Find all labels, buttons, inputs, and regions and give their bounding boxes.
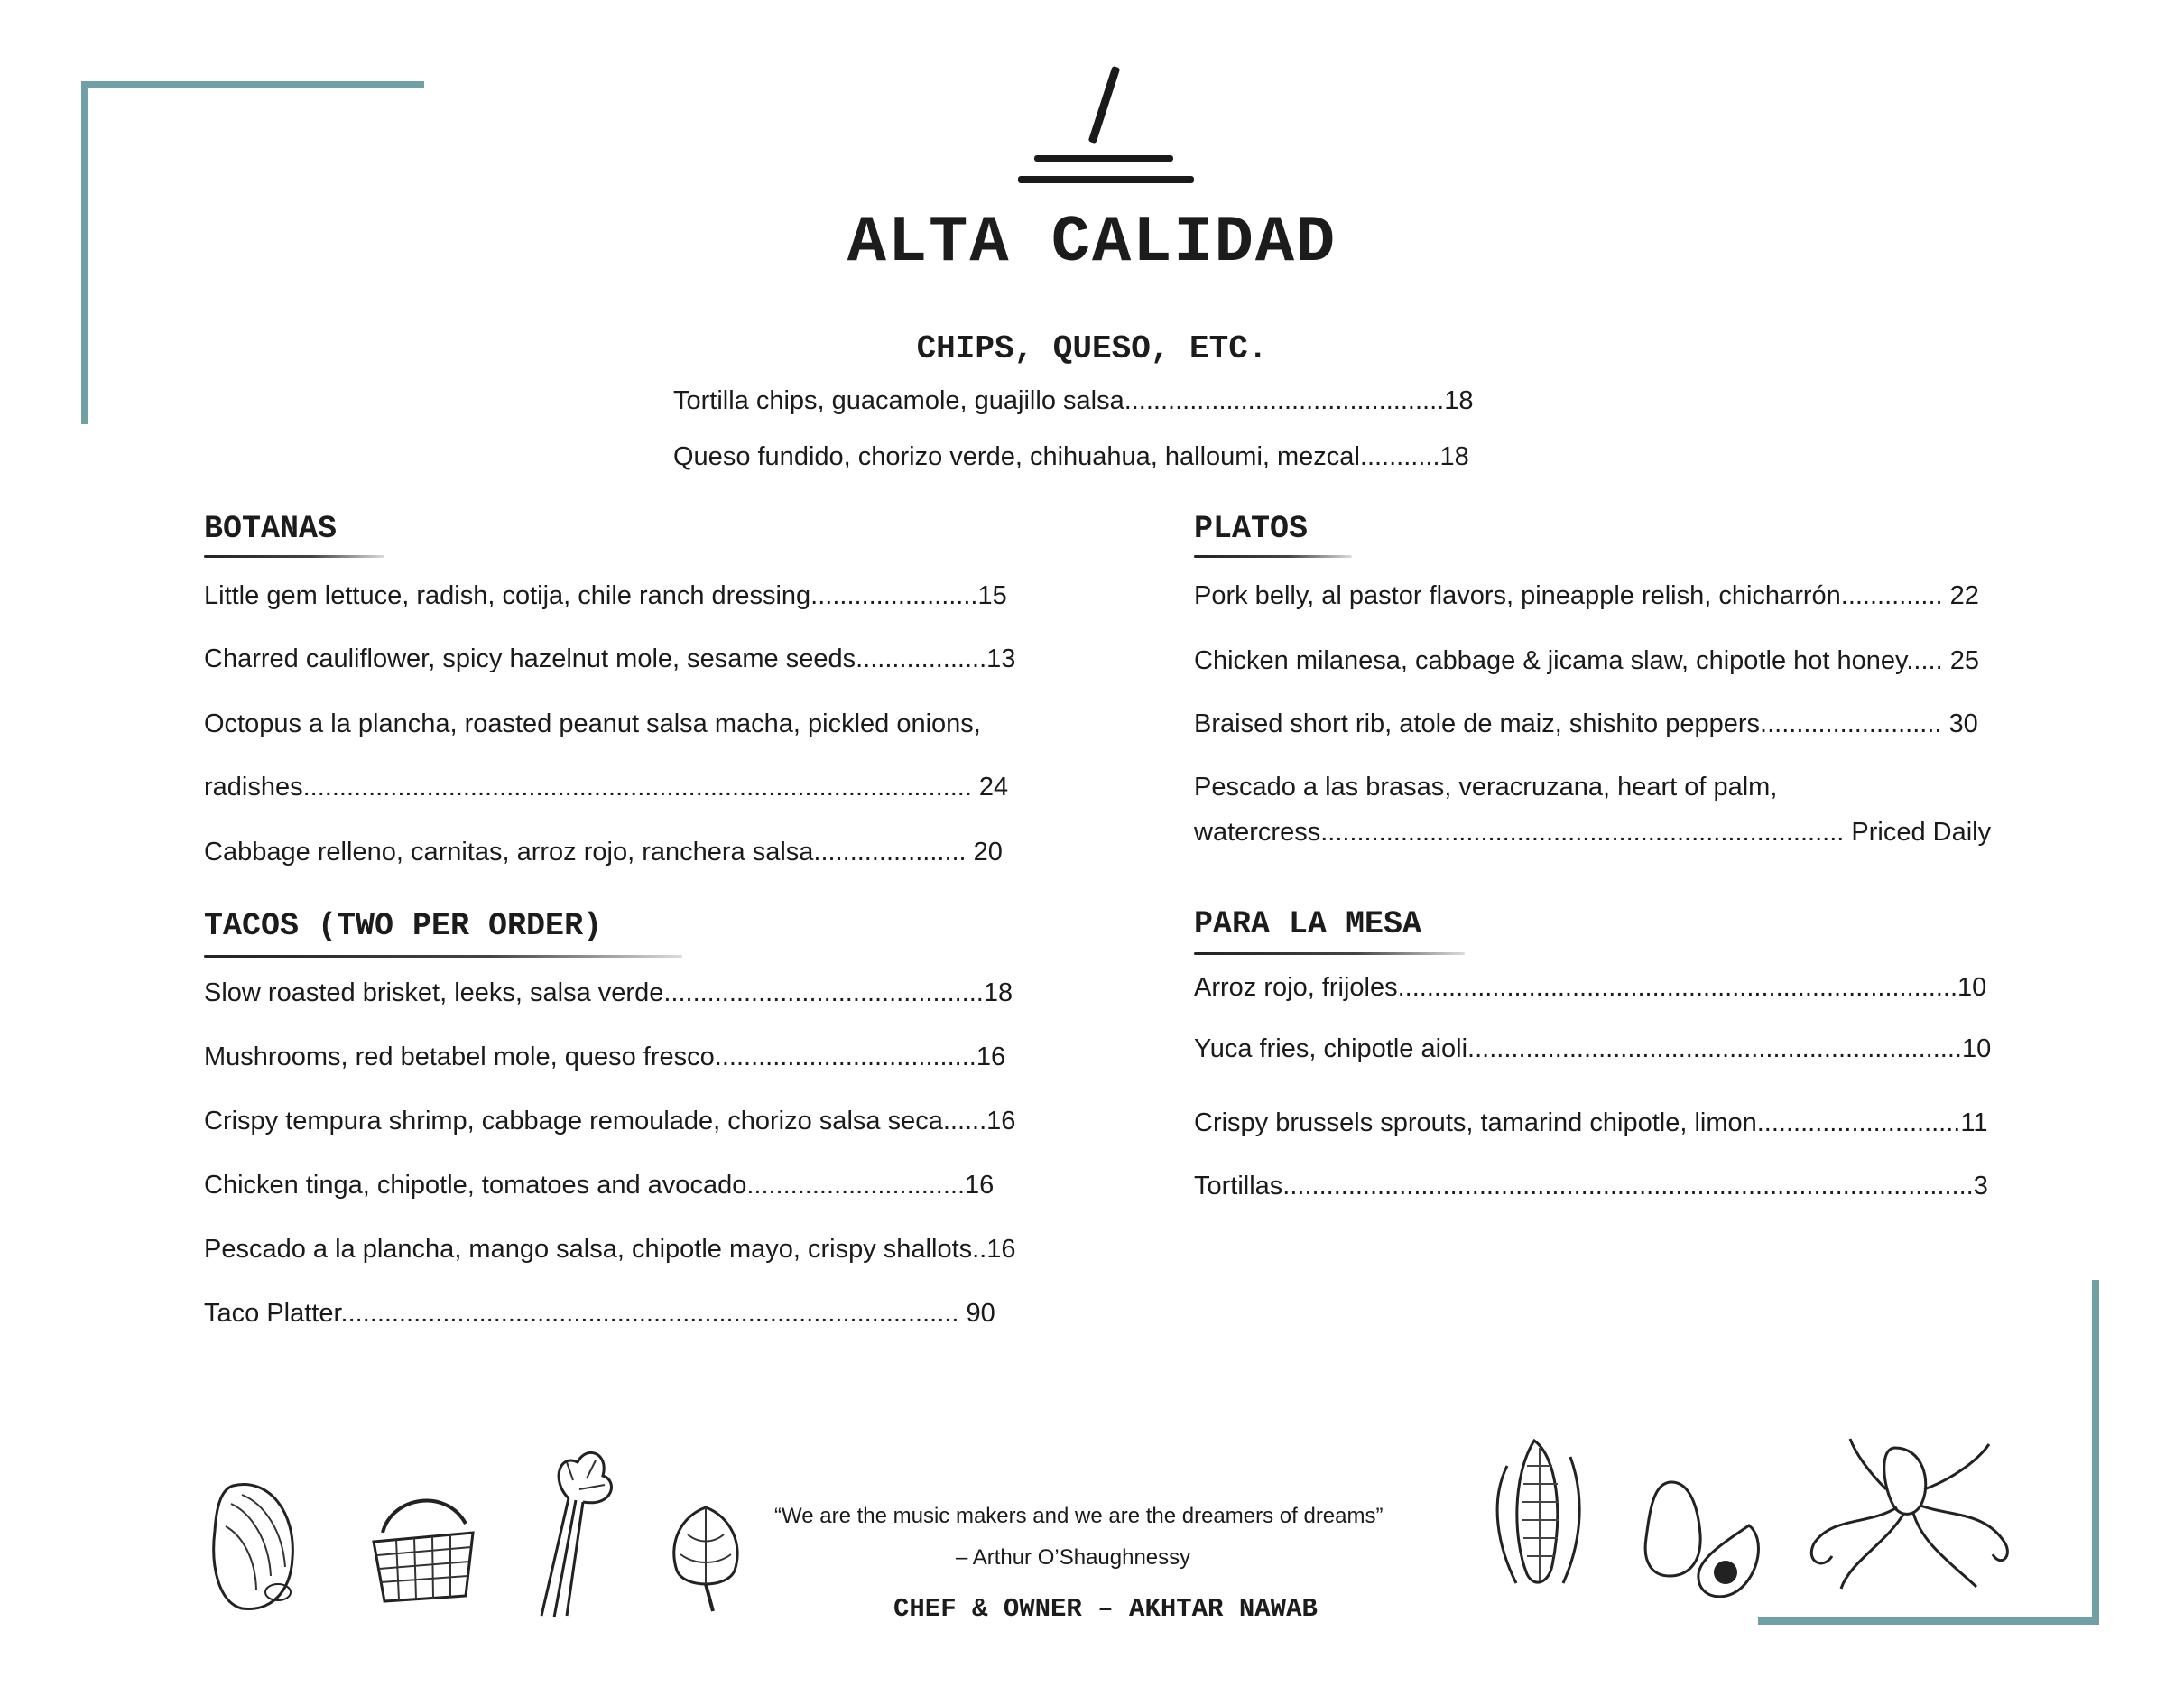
platos-heading: PLATOS — [1194, 511, 1309, 547]
octopus-illustration — [1796, 1435, 2022, 1607]
menu-item: Mushrooms, red betabel mole, queso fresco....................................16 — [204, 1043, 1006, 1071]
corn-illustration — [1480, 1430, 1597, 1601]
menu-item: Little gem lettuce, radish, cotija, chile ranch dressing.......................15 — [204, 581, 1007, 610]
corner-frame-top-horizontal — [81, 81, 424, 88]
tacos-underline — [204, 955, 682, 958]
logo-bar-bottom — [1018, 176, 1194, 183]
menu-item: Chicken milanesa, cabbage & jicama slaw, chipotle hot honey..... 25 — [1194, 646, 1979, 675]
menu-item: Tortillas...............................................................................................3 — [1194, 1172, 1988, 1200]
oyster-illustration — [206, 1477, 312, 1617]
para-la-mesa-underline — [1194, 952, 1465, 955]
footer-quote: “We are the music makers and we are the dreamers of dreams” — [774, 1504, 1384, 1528]
menu-item: Octopus a la plancha, roasted peanut salsa macha, pickled onions, — [204, 709, 981, 738]
menu-item: Taco Platter..................................................................................... 90 — [204, 1299, 995, 1328]
menu-item: radishes............................................................................................ 24 — [204, 773, 1009, 802]
menu-item: Pescado a las brasas, veracruzana, heart of palm, — [1194, 773, 1778, 802]
corner-frame-top-vertical — [81, 81, 88, 424]
menu-item: Yuca fries, chipotle aioli....................................................................10 — [1194, 1034, 1992, 1063]
restaurant-name: ALTA CALIDAD — [847, 206, 1337, 280]
menu-item: Braised short rib, atole de maiz, shishito peppers......................... 30 — [1194, 709, 1978, 738]
menu-item: Crispy tempura shrimp, cabbage remoulade, chorizo salsa seca......16 — [204, 1107, 1016, 1135]
menu-item: watercress........................................................................ Priced Daily — [1194, 818, 1992, 847]
menu-item: Queso fundido, chorizo verde, chihuahua, halloumi, mezcal...........18 — [673, 442, 1469, 471]
botanas-heading: BOTANAS — [204, 511, 338, 547]
basket-illustration — [365, 1488, 482, 1605]
menu-item: Charred cauliflower, spicy hazelnut mole, sesame seeds..................13 — [204, 644, 1016, 673]
corner-frame-bottom-horizontal — [1758, 1617, 2099, 1625]
menu-item: Slow roasted brisket, leeks, salsa verde............................................18 — [204, 978, 1013, 1007]
menu-item: Arroz rojo, frijoles.............................................................................10 — [1194, 973, 1987, 1002]
botanas-underline — [204, 555, 384, 558]
menu-item: Cabbage relleno, carnitas, arroz rojo, ranchera salsa..................... 20 — [204, 838, 1003, 867]
logo-slash — [1088, 66, 1121, 144]
para-la-mesa-heading: PARA LA MESA — [1194, 906, 1422, 942]
celery-illustration — [523, 1444, 623, 1621]
artichoke-illustration — [662, 1498, 749, 1616]
chef-credit: CHEF & OWNER – AKHTAR NAWAB — [893, 1594, 1318, 1624]
menu-item: Pork belly, al pastor flavors, pineapple relish, chicharrón.............. 22 — [1194, 581, 1979, 610]
corner-frame-bottom-vertical — [2092, 1280, 2099, 1625]
tacos-heading: TACOS (TWO PER ORDER) — [204, 908, 603, 944]
menu-item: Chicken tinga, chipotle, tomatoes and avocado..............................16 — [204, 1171, 995, 1200]
logo-bar-top — [1034, 155, 1173, 162]
menu-item: Tortilla chips, guacamole, guajillo salsa............................................18 — [673, 386, 1474, 415]
footer-attribution: – Arthur O’Shaughnessy — [956, 1545, 1191, 1570]
platos-underline — [1194, 555, 1352, 558]
avocado-illustration — [1641, 1475, 1767, 1598]
menu-item: Pescado a la plancha, mango salsa, chipotle mayo, crispy shallots..16 — [204, 1235, 1016, 1264]
chips-heading: CHIPS, QUESO, ETC. — [916, 330, 1268, 367]
menu-item: Crispy brussels sprouts, tamarind chipotle, limon............................11 — [1194, 1108, 1988, 1137]
